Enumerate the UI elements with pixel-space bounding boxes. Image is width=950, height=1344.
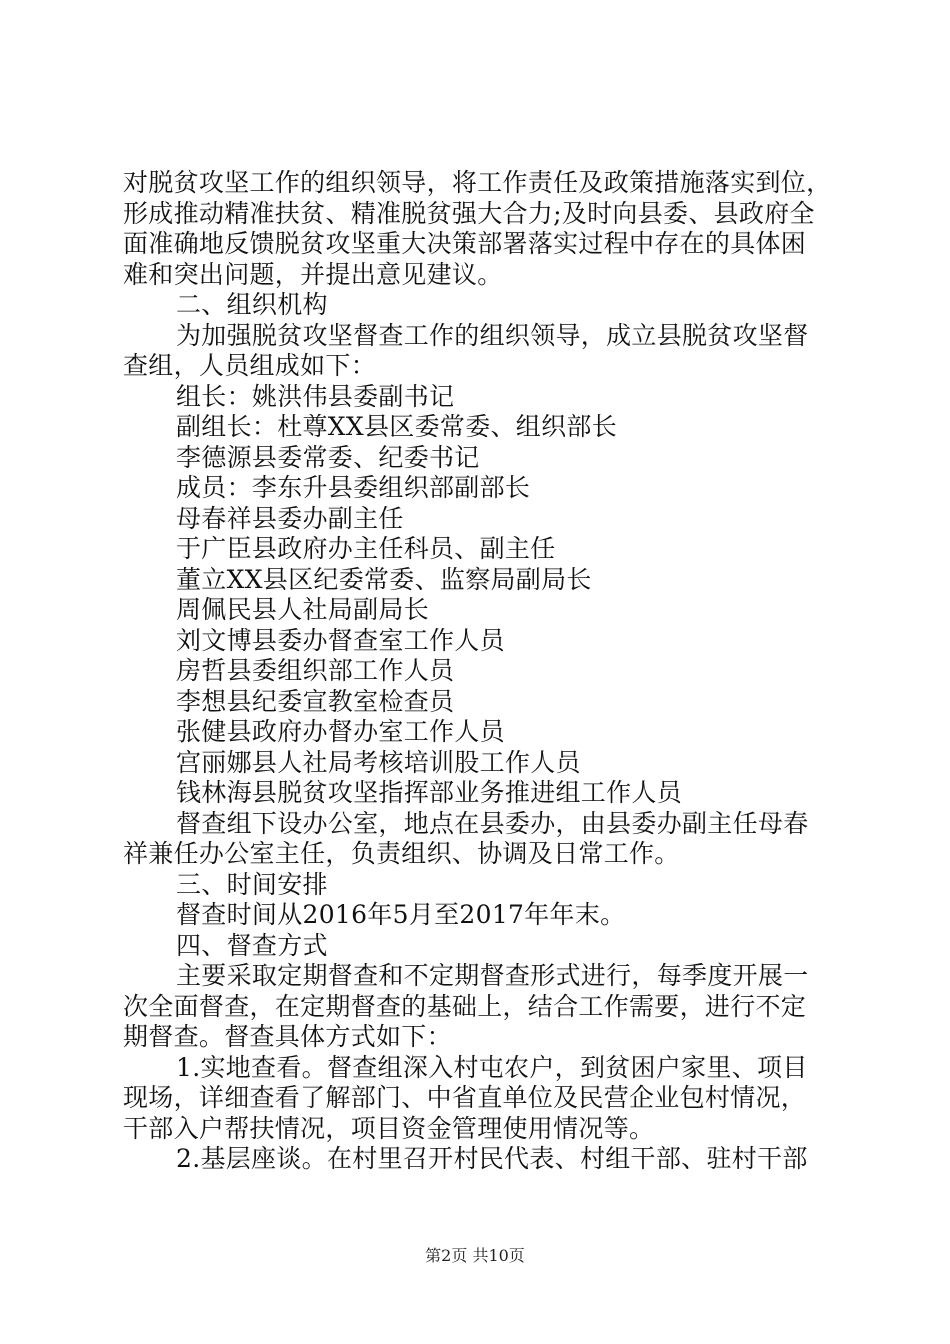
text-line: 主要采取定期督查和不定期督查形式进行，每季度开展一 [176, 961, 809, 990]
member-line: 成员：李东升县委组织部副部长 [176, 473, 531, 502]
member-line: 副组长：杜尊XX县区委常委、组织部长 [176, 412, 617, 441]
text-line: 督查时间从2016年5月至2017年年末。 [176, 900, 626, 929]
text-line: 次全面督查，在定期督查的基础上，结合工作需要，进行不定 [123, 991, 807, 1021]
member-line: 于广臣县政府办主任科员、副主任 [176, 534, 556, 563]
text-line: 现场，详细查看了解部门、中省直单位及民营企业包村情况， [123, 1083, 807, 1112]
text-line: 督查组下设办公室，地点在县委办，由县委办副主任母春 [176, 808, 809, 838]
text-line: 1.实地查看。督查组深入村屯农户，到贫困户家里、项目 [176, 1052, 808, 1082]
member-line: 钱林海县脱贫攻坚指挥部业务推进组工作人员 [176, 778, 683, 807]
text-line: 形成推动精准扶贫、精准脱贫强大合力;及时向县委、县政府全 [123, 198, 815, 228]
member-line: 董立XX县区纪委常委、监察局副局长 [176, 564, 592, 594]
section-heading: 三、时间安排 [176, 869, 328, 899]
text-line: 干部入户帮扶情况，项目资金管理使用情况等。 [123, 1113, 655, 1143]
member-line: 母春祥县委办副主任 [176, 503, 404, 533]
text-line: 祥兼任办公室主任，负责组织、协调及日常工作。 [123, 839, 680, 868]
member-line: 周佩民县人社局副局长 [176, 595, 430, 624]
member-line: 张健县政府办督办室工作人员 [176, 717, 505, 746]
member-line: 房哲县委组织部工作人员 [176, 656, 455, 685]
member-line: 李德源县委常委、纪委书记 [176, 442, 480, 472]
member-line: 李想县纪委宣教室检查员 [176, 686, 455, 716]
text-line: 查组，人员组成如下： [123, 351, 377, 380]
member-line: 宫丽娜县人社局考核培训股工作人员 [176, 747, 581, 777]
text-line: 为加强脱贫攻坚督查工作的组织领导，成立县脱贫攻坚督 [176, 320, 809, 350]
document-body [123, 168, 835, 1175]
text-line: 2.基层座谈。在村里召开村民代表、村组干部、驻村干部 [176, 1144, 808, 1173]
text-line: 面准确地反馈脱贫攻坚重大决策部署落实过程中存在的具体困 [123, 229, 807, 258]
member-line: 组长：姚洪伟县委副书记 [176, 381, 455, 411]
member-line: 刘文博县委办督查室工作人员 [176, 625, 505, 655]
text-line: 对脱贫攻坚工作的组织领导，将工作责任及政策措施落实到位， [123, 168, 832, 197]
text-line: 期督查。督查具体方式如下： [123, 1022, 452, 1051]
section-heading: 四、督查方式 [176, 930, 328, 960]
page-footer: 第2页 共10页 [425, 1246, 525, 1265]
text-line: 难和突出问题，并提出意见建议。 [123, 259, 503, 289]
section-heading: 二、组织机构 [176, 290, 328, 319]
